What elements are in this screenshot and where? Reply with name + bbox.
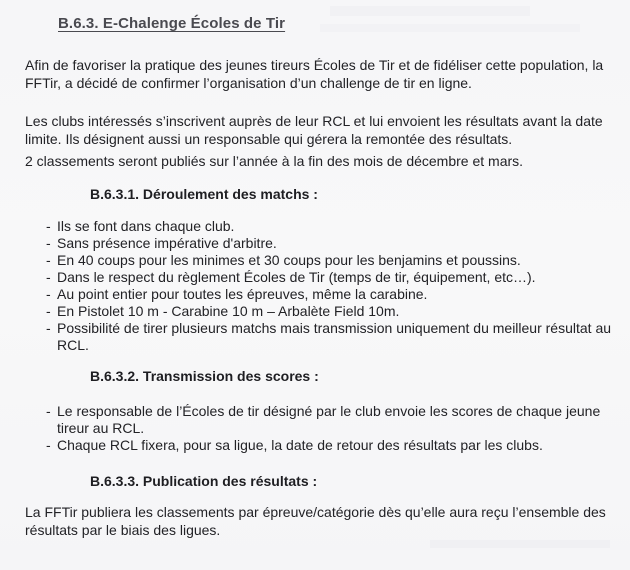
- dash-bullet-icon: -: [46, 303, 51, 319]
- subsection-heading-deroulement: B.6.3.1. Déroulement des matchs :: [90, 186, 318, 202]
- list-item-text: Au point entier pour toutes les épreuves, même la carabine.: [57, 286, 428, 302]
- list-item-text: Possibilité de tirer plusieurs matchs mais transmission uniquement du meilleur résultat au RCL.: [57, 320, 612, 353]
- publication-paragraph: La FFTir publiera les classements par épreuve/catégorie dès qu’elle aura reçu l’ensemble des résultats par le biais des ligues.: [25, 504, 606, 538]
- subsection-heading-transmission: B.6.3.2. Transmission des scores :: [90, 368, 319, 384]
- list-item-text: Sans présence impérative d'arbitre.: [57, 235, 277, 251]
- bleed-through-texture: [320, 24, 580, 32]
- dash-bullet-icon: -: [46, 218, 51, 234]
- list-item-text: En 40 coups pour les minimes et 30 coups pour les benjamins et poussins.: [57, 252, 521, 268]
- section-title: B.6.3. E-Chalenge Écoles de Tir: [58, 15, 286, 32]
- list-item-text: Dans le respect du règlement Écoles de Tir (temps de tir, équipement, etc…).: [57, 269, 536, 285]
- list-item-text: Ils se font dans chaque club.: [57, 218, 235, 234]
- deroulement-list: [46, 218, 616, 354]
- dash-bullet-icon: -: [46, 403, 51, 419]
- dash-bullet-icon: -: [46, 269, 51, 285]
- list-item: [46, 320, 616, 354]
- list-item: [46, 303, 616, 320]
- dash-bullet-icon: -: [46, 320, 51, 336]
- bleed-through-texture: [430, 540, 610, 548]
- list-item-text: En Pistolet 10 m - Carabine 10 m – Arbalète Field 10m.: [57, 303, 400, 319]
- list-item-text: Le responsable de l’Écoles de tir désigné par le club envoie les scores de chaque jeune tireur au RCL.: [57, 403, 601, 436]
- list-item: [46, 235, 616, 252]
- dash-bullet-icon: -: [46, 286, 51, 302]
- transmission-list: [46, 403, 616, 454]
- list-item: [46, 286, 616, 303]
- dash-bullet-icon: -: [46, 235, 51, 251]
- list-item: [46, 437, 616, 454]
- list-item: [46, 252, 616, 269]
- intro-paragraph: Les clubs intéressés s’inscrivent auprès de leur RCL et lui envoient les résultats avant la date limite. Ils désignent aussi un responsable qui gérera la remontée des résultats.: [25, 113, 603, 147]
- intro-paragraph: 2 classements seront publiés sur l’année à la fin des mois de décembre et mars.: [25, 153, 524, 169]
- list-item: [46, 218, 616, 235]
- bleed-through-texture: [330, 6, 530, 16]
- list-item-text: Chaque RCL fixera, pour sa ligue, la date de retour des résultats par les clubs.: [57, 437, 543, 453]
- dash-bullet-icon: -: [46, 437, 51, 453]
- list-item: [46, 269, 616, 286]
- list-item: [46, 403, 616, 437]
- dash-bullet-icon: -: [46, 252, 51, 268]
- intro-paragraph: Afin de favoriser la pratique des jeunes tireurs Écoles de Tir et de fidéliser cette population, la FFTir, a décidé de confirmer l’organisation d’un challenge de tir en ligne.: [25, 57, 604, 91]
- subsection-heading-publication: B.6.3.3. Publication des résultats :: [90, 473, 318, 489]
